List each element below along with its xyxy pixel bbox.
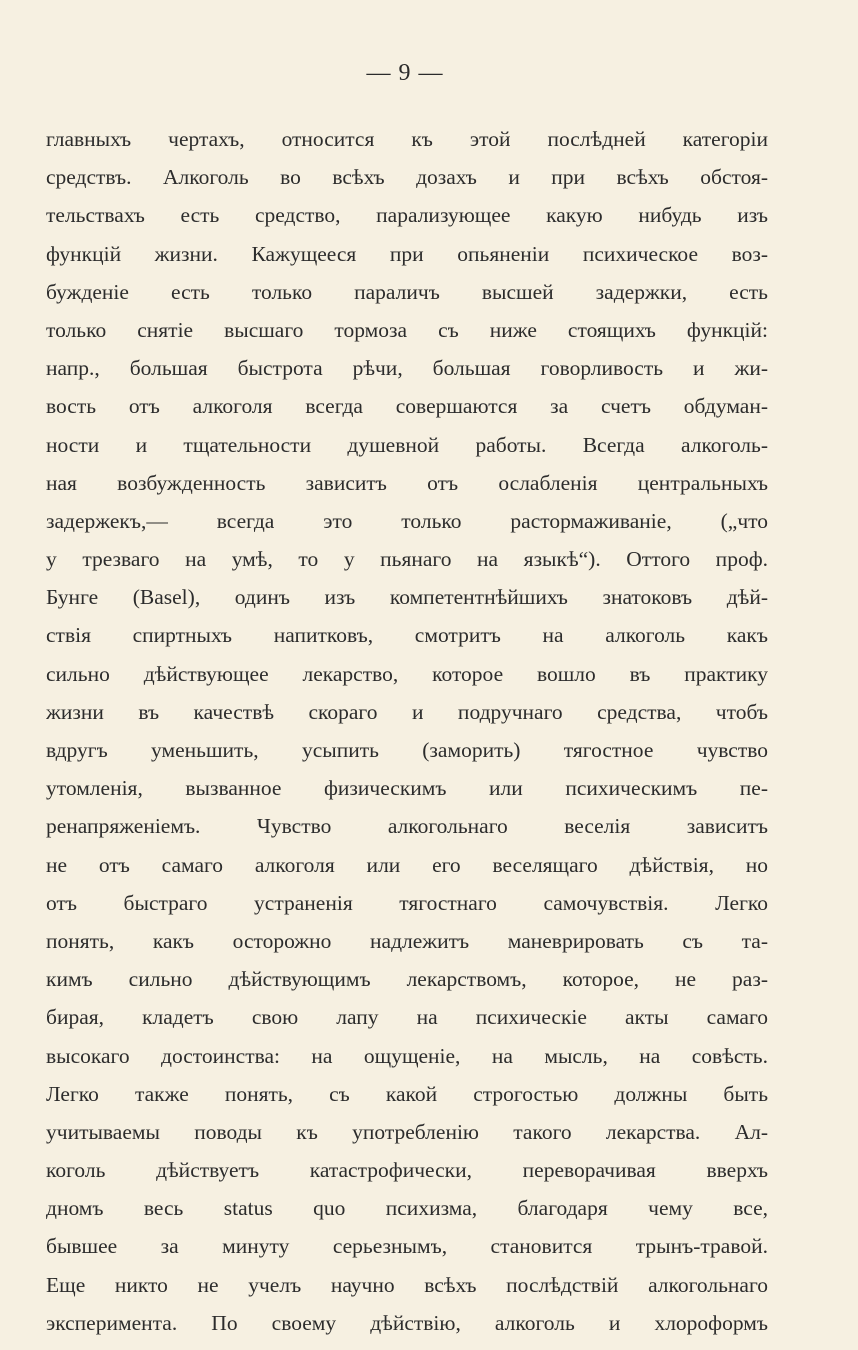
text-line: сильно дѣйствующее лекарство, которое вошло въ практику	[46, 661, 768, 686]
text-line: высокаго достоинства: на ощущеніе, на мысль, на совѣсть.	[46, 1043, 768, 1068]
text-line: напр., большая быстрота рѣчи, большая говорливость и жи-	[46, 356, 768, 381]
text-line: тельствахъ есть средство, парализующее какую нибудь изъ	[46, 203, 768, 228]
text-line: ренапряженіемъ. Чувство алкогольнаго веселія зависитъ	[46, 814, 768, 839]
page-number: — 9 —	[366, 60, 444, 86]
text-line: функцій жизни. Кажущееся при опьяненіи психическое воз-	[46, 241, 768, 266]
text-line: дномъ весь status quo психизма, благодаря чему все,	[46, 1196, 768, 1221]
text-line: кимъ сильно дѣйствующимъ лекарствомъ, которое, не раз-	[46, 967, 768, 992]
text-line: отъ быстраго устраненія тягостнаго самочувствія. Легко	[46, 890, 768, 915]
text-line: средствъ. Алкоголь во всѣхъ дозахъ и при всѣхъ обстоя-	[46, 165, 768, 190]
text-line: вдругъ уменьшить, усыпить (заморить) тягостное чувство	[46, 738, 768, 762]
text-line: ности и тщательности душевной работы. Всегда алкоголь-	[46, 432, 768, 457]
text-line: бужденіе есть только параличъ высшей задержки, есть	[46, 279, 768, 304]
text-line: Еще никто не учелъ научно всѣхъ послѣдствій алкогольнаго	[46, 1272, 768, 1297]
text-line: не отъ самаго алкоголя или его веселящаго дѣйствія, но	[46, 852, 768, 877]
text-line: вость отъ алкоголя всегда совершаются за счетъ обдуман-	[46, 394, 768, 419]
text-line: задержекъ,— всегда это только растормаживаніе, („что	[46, 508, 768, 533]
text-line: бывшее за минуту серьезнымъ, становится трынъ-травой.	[46, 1234, 768, 1259]
text-line: главныхъ чертахъ, относится къ этой послѣдней категоріи	[46, 127, 768, 151]
text-line: только снятіе высшаго тормоза съ ниже стоящихъ функцій:	[46, 317, 768, 342]
text-line: у трезваго на умѣ, то у пьянаго на языкѣ“). Оттого проф.	[46, 547, 768, 572]
text-line: Легко также понять, съ какой строгостью должны быть	[46, 1081, 768, 1106]
text-line: коголь дѣйствуетъ катастрофически, переворачивая вверхъ	[46, 1158, 768, 1183]
text-line: утомленія, вызванное физическимъ или психическимъ пе-	[46, 776, 768, 801]
text-line: понять, какъ осторожно надлежитъ маневрировать съ та-	[46, 928, 768, 953]
text-line: жизни въ качествѣ скораго и подручнаго средства, чтобъ	[46, 699, 768, 724]
text-line: Бунге (Basel), одинъ изъ компетентнѣйшихъ знатоковъ дѣй-	[46, 585, 768, 610]
text-line: эксперимента. По своему дѣйствію, алкоголь и хлороформъ	[46, 1310, 768, 1335]
text-line: ная возбужденность зависитъ отъ ослабленія центральныхъ	[46, 470, 768, 495]
text-line: бирая, кладетъ свою лапу на психическіе акты самаго	[46, 1005, 768, 1030]
text-line: учитываемы поводы къ употребленію такого лекарства. Ал-	[46, 1119, 768, 1144]
text-line: ствія спиртныхъ напитковъ, смотритъ на алкоголь какъ	[46, 623, 768, 648]
text-body	[46, 120, 768, 1342]
